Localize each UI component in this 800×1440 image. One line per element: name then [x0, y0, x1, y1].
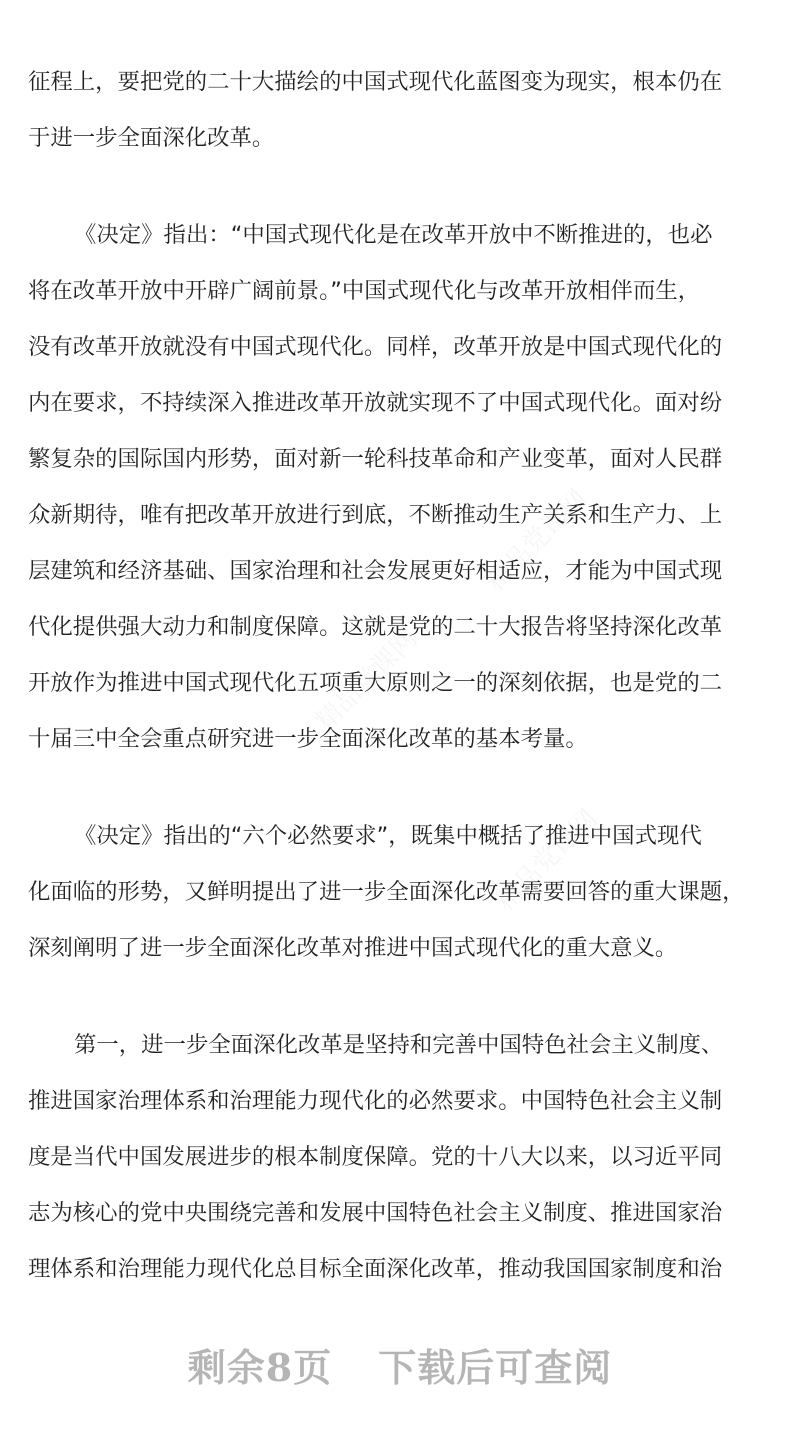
text-line: 化面临的形势，又鲜明提出了进一步全面深化改革需要回答的重大课题，	[28, 879, 745, 905]
text-line: 代化提供强大动力和制度保障。这就是党的二十大报告将坚持深化改革	[28, 614, 723, 640]
text-line: 于进一步全面深化改革。	[28, 125, 275, 151]
text-line: 繁复杂的国际国内形势，面对新一轮科技革命和产业变革，面对人民群	[28, 446, 723, 472]
download-prompt[interactable]	[0, 1334, 800, 1394]
text-line: 征程上，要把党的二十大描绘的中国式现代化蓝图变为现实，根本仍在	[28, 69, 723, 95]
text-line: 度是当代中国发展进步的根本制度保障。党的十八大以来，以习近平同	[28, 1144, 723, 1170]
text-line: 没有改革开放就没有中国式现代化。同样，改革开放是中国式现代化的	[28, 334, 723, 360]
text-line: 第一，进一步全面深化改革是坚持和完善中国特色社会主义制度、	[74, 1032, 724, 1058]
text-line: 理体系和治理能力现代化总目标全面深化改革，推动我国国家制度和治	[28, 1256, 723, 1282]
text-line: 十届三中全会重点研究进一步全面深化改革的基本考量。	[28, 726, 588, 752]
text-line: 志为核心的党中央围绕完善和发展中国特色社会主义制度、推进国家治	[28, 1200, 723, 1226]
text-line: 深刻阐明了进一步全面深化改革对推进中国式现代化的重大意义。	[28, 935, 678, 961]
text-line: 层建筑和经济基础、国家治理和社会发展更好相适应，才能为中国式现	[28, 558, 723, 584]
paragraph	[28, 54, 772, 166]
paragraph	[28, 1017, 772, 1297]
text-line: 将在改革开放中开辟广阔前景。”中国式现代化与改革开放相伴而生，	[28, 278, 701, 304]
remaining-pages-label: 剩余8页	[187, 1344, 333, 1390]
text-line: 内在要求，不持续深入推进改革开放就实现不了中国式现代化。面对纷	[28, 390, 723, 416]
paragraph	[28, 808, 772, 976]
text-line: 《决定》指出的“六个必然要求”，既集中概括了推进中国式现代	[74, 823, 702, 849]
paragraph	[28, 207, 772, 767]
text-line: 推进国家治理体系和治理能力现代化的必然要求。中国特色社会主义制	[28, 1088, 723, 1114]
download-to-view-label[interactable]: 下载后可查阅	[378, 1344, 613, 1390]
text-line: 《决定》指出：“中国式现代化是在改革开放中不断推进的，也必	[74, 222, 713, 248]
text-line: 开放作为推进中国式现代化五项重大原则之一的深刻依据，也是党的二	[28, 670, 723, 696]
text-line: 众新期待，唯有把改革开放进行到底，不断推动生产关系和生产力、上	[28, 502, 723, 528]
document-body	[28, 54, 772, 1297]
